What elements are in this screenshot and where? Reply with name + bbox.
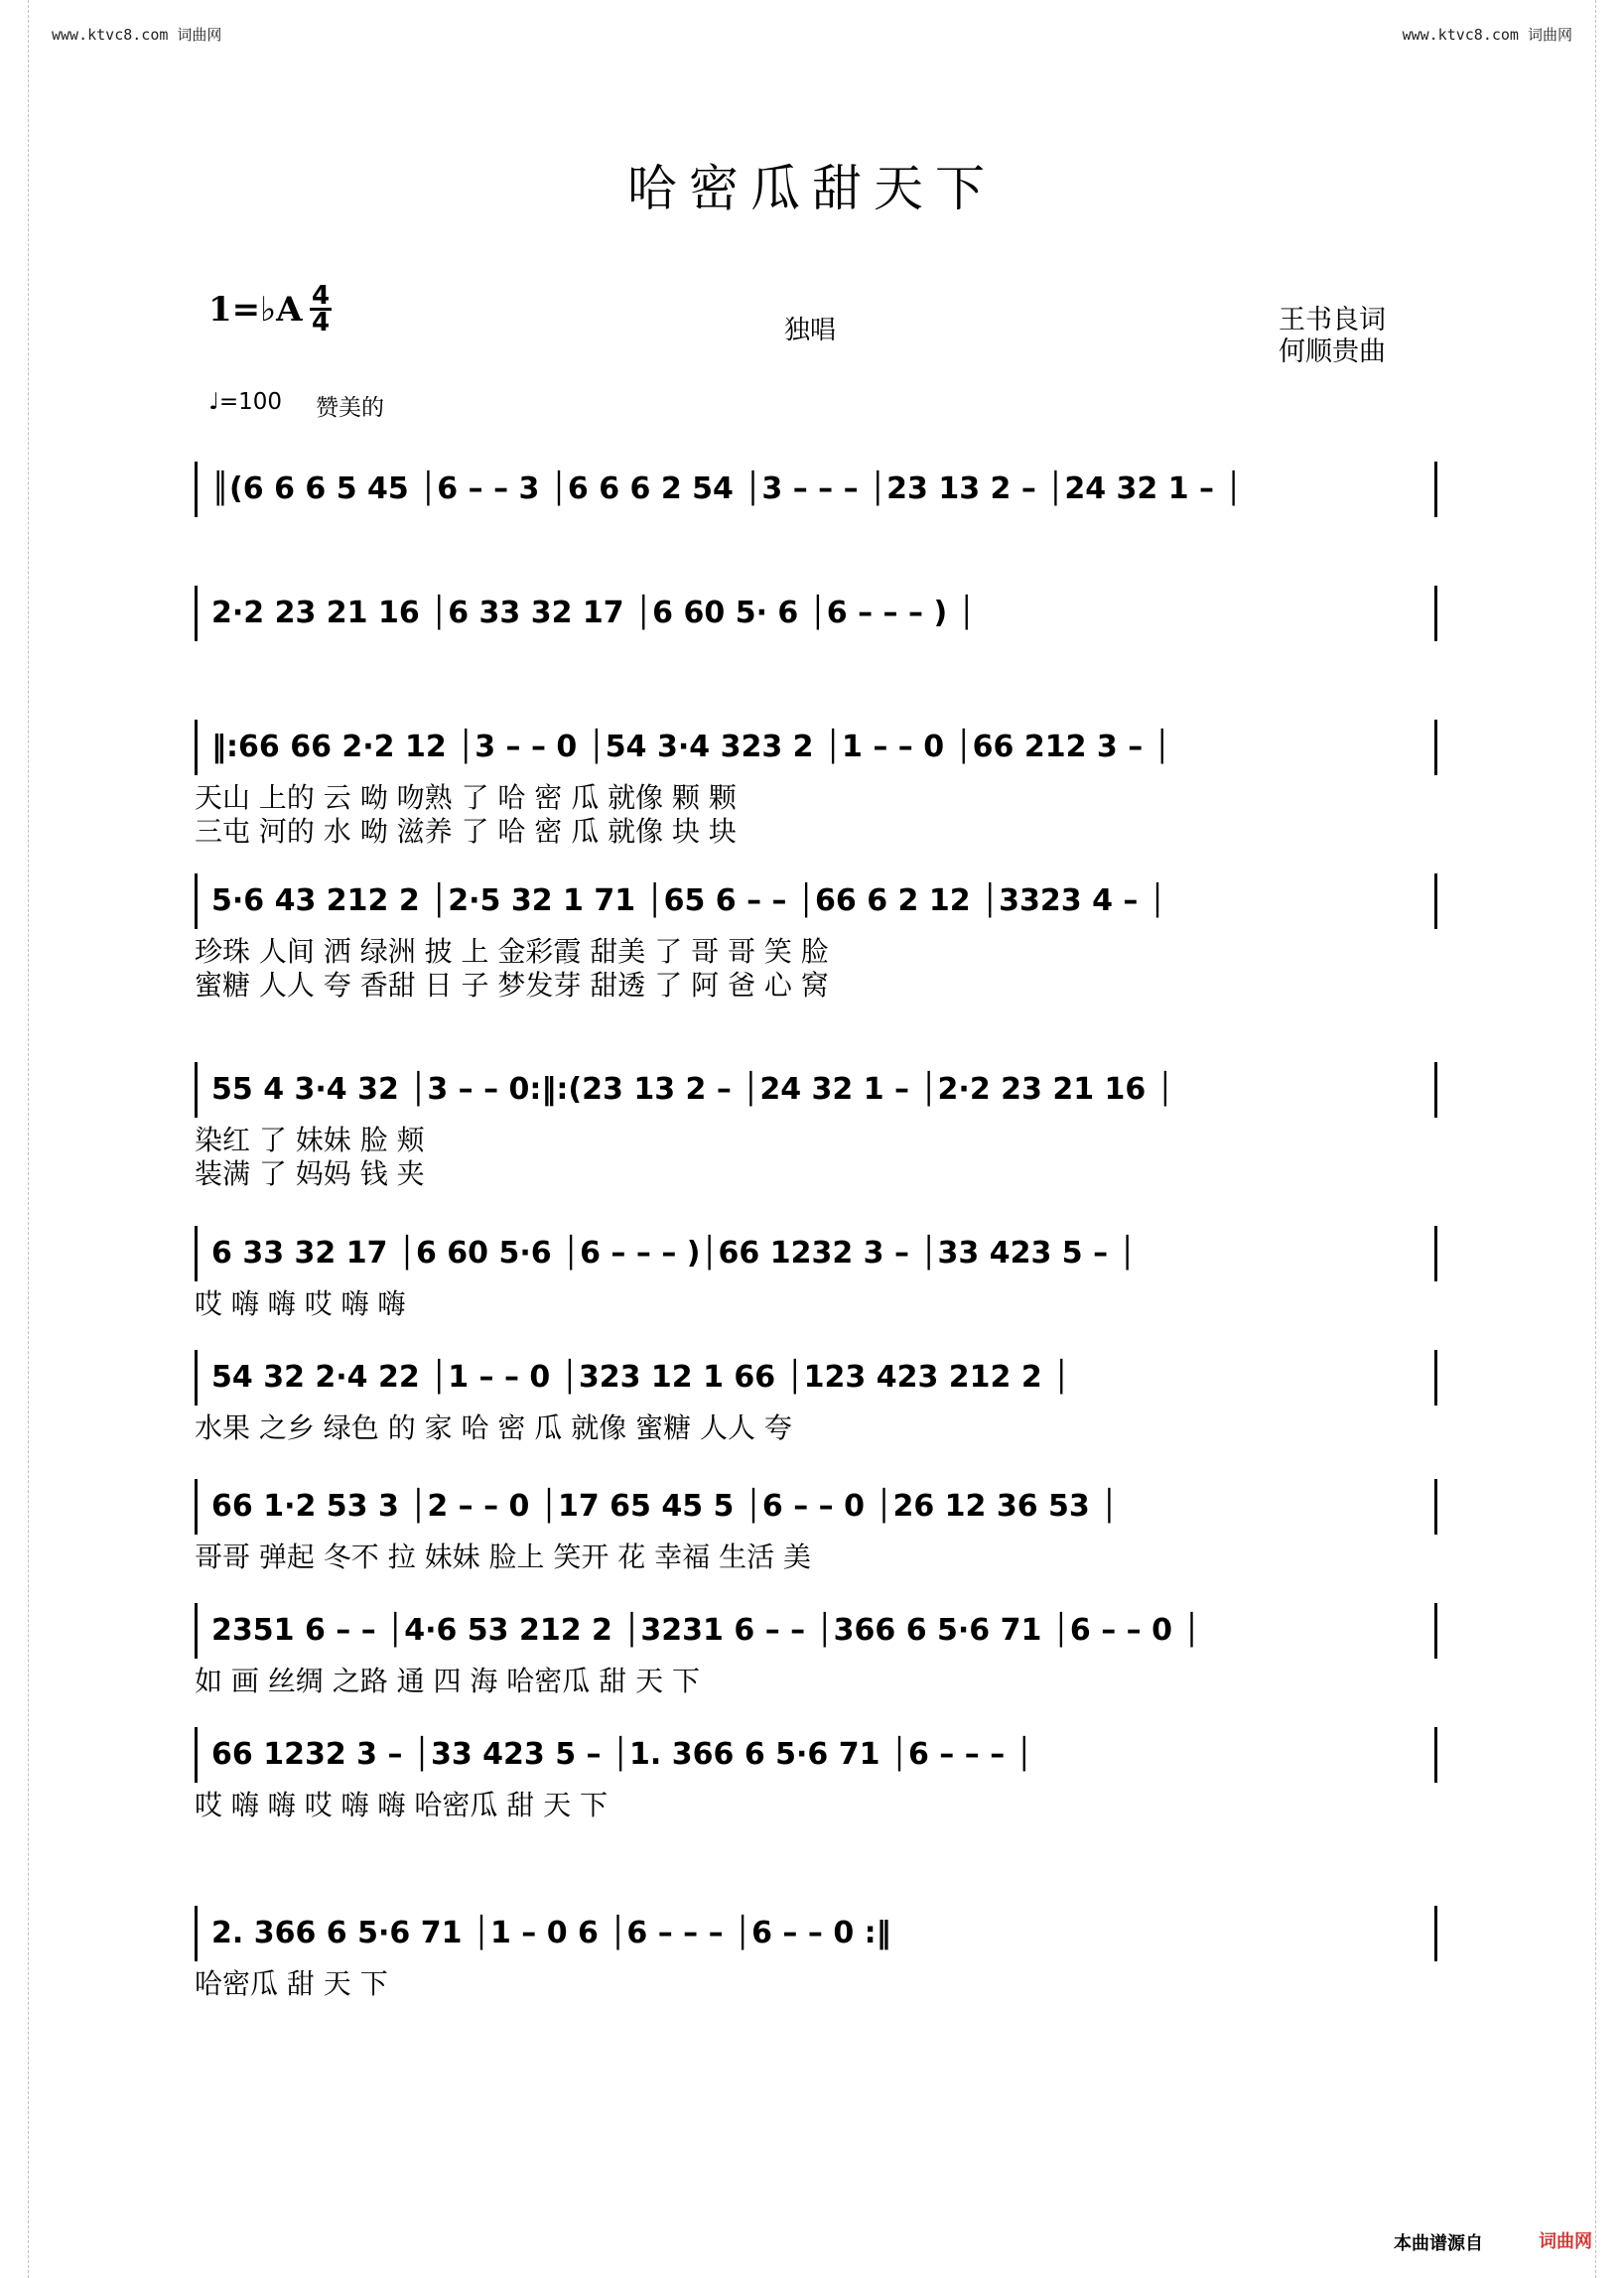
staff-notes: 55 4 3·4 32 │3 – – 0:‖:(23 13 2 – │24 32 1 – │2·2 23 21 16 │ [195,1062,1437,1118]
left-margin-guide [6,0,29,2278]
time-signature-bottom: 4 [311,308,331,337]
staff-notes: 2351 6 – – │4·6 53 212 2 │3231 6 – – │366 6 5·6 71 │6 – – 0 │ [195,1603,1437,1659]
composer-credit: 何顺贵曲 [1279,336,1386,367]
staff-notes: 2·2 23 21 16 │6 33 32 17 │6 60 5· 6 │6 – – – ) │ [195,586,1437,641]
expression-marking: 赞美的 [316,395,384,421]
staff-notes: ‖:66 66 2·2 12 │3 – – 0 │54 3·4 323 2 │1 – – 0 │66 212 3 – │ [195,720,1437,775]
time-signature-top: 4 [311,281,331,311]
lyrics-verse-1: 哎 嗨 嗨 哎 嗨 嗨 [195,1287,406,1320]
site-header-left[interactable]: www.ktvc8.com 词曲网 [52,26,222,44]
lyricist-credit: 王书良词 [1279,305,1386,335]
site-header-right[interactable]: www.ktvc8.com 词曲网 [1402,26,1572,44]
staff-notes: ║(6 6 6 5 45 │6 – – 3 │6 6 6 2 54 │3 – – – │23 13 2 – │24 32 1 – │ [195,462,1437,517]
lyrics-verse-1: 如 画 丝绸 之路 通 四 海 哈密瓜 甜 天 下 [195,1665,701,1697]
lyrics-verse-2: 装满 了 妈妈 钱 夹 [195,1157,425,1190]
tempo-marking: ♩=100 [208,389,283,415]
staff-notes: 6 33 32 17 │6 60 5·6 │6 – – – )│66 1232 3 – │33 423 5 – │ [195,1226,1437,1281]
lyrics-verse-1: 哎 嗨 嗨 哎 嗨 嗨 哈密瓜 甜 天 下 [195,1789,609,1821]
performer-label: 独唱 [784,316,837,345]
staff-notes: 5·6 43 212 2 │2·5 32 1 71 │65 6 – – │66 6 2 12 │3323 4 – │ [195,873,1437,929]
footer-source-text: 本曲谱源自 [1394,2233,1483,2254]
time-signature [310,281,332,337]
lyrics-verse-1: 珍珠 人间 洒 绿洲 披 上 金彩霞 甜美 了 哥 哥 笑 脸 [195,935,829,968]
right-margin-guide [1595,0,1618,2278]
staff-notes: 2. 366 6 5·6 71 │1 – 0 6 │6 – – – │6 – – 0 :‖ [195,1906,1437,1961]
lyrics-verse-1: 天山 上的 云 呦 吻熟 了 哈 密 瓜 就像 颗 颗 [195,781,737,814]
lyrics-verse-2: 三屯 河的 水 呦 滋养 了 哈 密 瓜 就像 块 块 [195,815,737,848]
lyrics-verse-1: 哈密瓜 甜 天 下 [195,1967,388,2000]
lyrics-verse-2: 蜜糖 人人 夸 香甜 日 子 梦发芽 甜透 了 阿 爸 心 窝 [195,969,829,1002]
staff-notes: 66 1232 3 – │33 423 5 – │1. 366 6 5·6 71 │6 – – – │ [195,1727,1437,1783]
staff-notes: 54 32 2·4 22 │1 – – 0 │323 12 1 66 │123 423 212 2 │ [195,1350,1437,1406]
lyrics-verse-1: 水果 之乡 绿色 的 家 哈 密 瓜 就像 蜜糖 人人 夸 [195,1411,792,1444]
footer-logo[interactable]: 词曲网 [1539,2231,1592,2252]
lyrics-verse-1: 染红 了 妹妹 脸 颊 [195,1124,425,1156]
staff-notes: 66 1·2 53 3 │2 – – 0 │17 65 45 5 │6 – – 0 │26 12 36 53 │ [195,1479,1437,1535]
key-signature: 1=♭A [208,290,303,330]
lyrics-verse-1: 哥哥 弹起 冬不 拉 妹妹 脸上 笑开 花 幸福 生活 美 [195,1541,812,1573]
song-title: 哈密瓜甜天下 [627,160,997,217]
